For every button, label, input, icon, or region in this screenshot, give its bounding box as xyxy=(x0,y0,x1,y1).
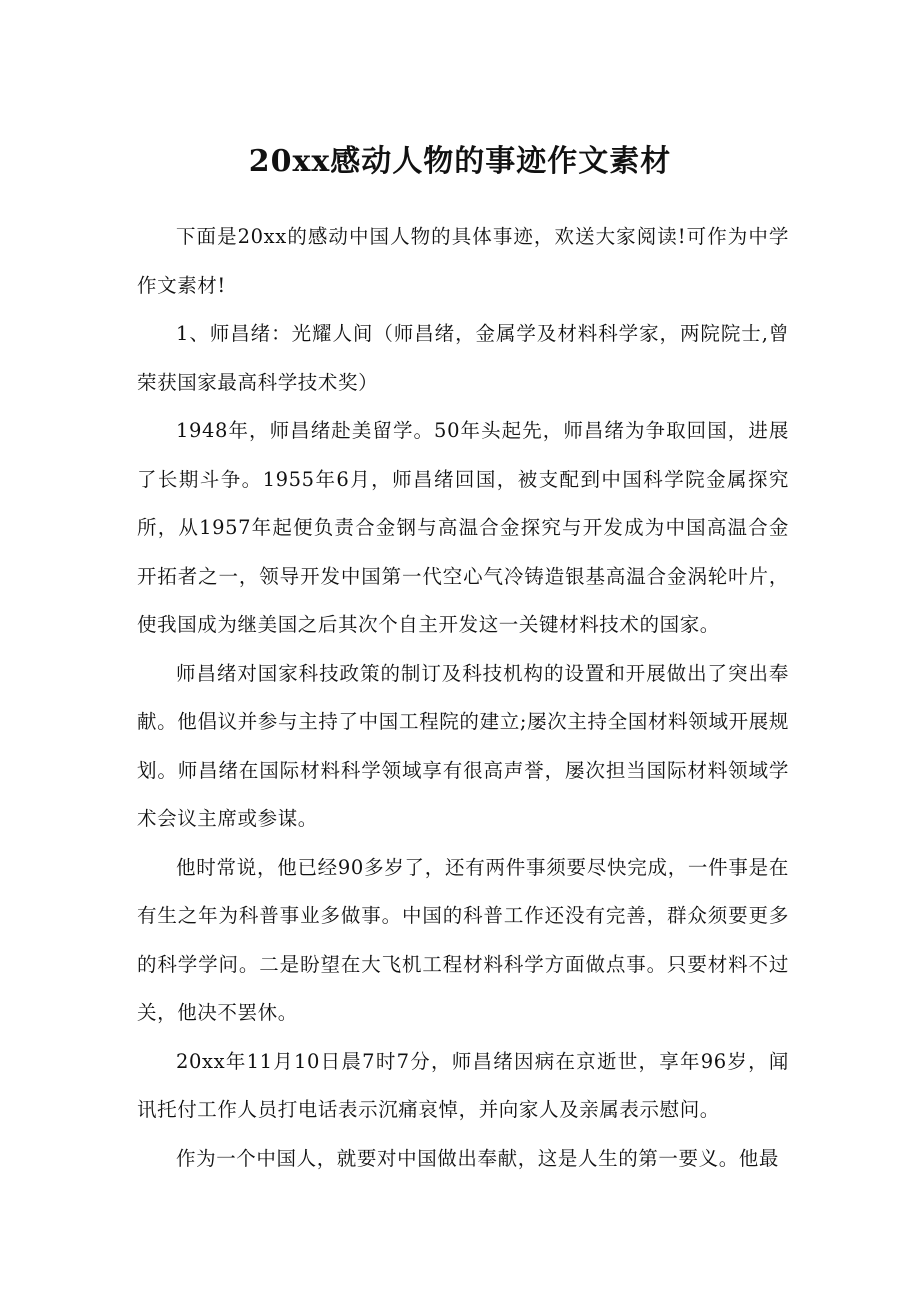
document-title: 20xx感动人物的事迹作文素材 xyxy=(248,144,672,179)
paragraph-biography: 1948年，师昌绪赴美留学。50年头起先，师昌绪为争取回国，进展了长期斗争。1955年6月，师昌绪回国，被支配到中国科学院金属探究所，从1957年起便负责合金钢与高温合金探究与开发成为中国高温合金开拓者之一，领导开发中国第一代空心气冷铸造银基高温合金涡轮叶片，使我国成为继美国之后其次个自主开发这一关键材料技术的国家。 xyxy=(137,419,789,636)
document-body xyxy=(137,213,789,1183)
paragraph-intro: 下面是20xx的感动中国人物的具体事迹，欢送大家阅读!可作为中学作文素材! xyxy=(137,225,789,297)
paragraph-passing: 20xx年11月10日晨7时7分，师昌绪因病在京逝世，享年96岁，闻讯托付工作人员打电话表示沉痛哀悼，并向家人及亲属表示慰问。 xyxy=(137,1049,789,1121)
paragraph-wishes: 他时常说，他已经90多岁了，还有两件事须要尽快完成，一件事是在有生之年为科普事业多做事。中国的科普工作还没有完善，群众须要更多的科学学问。二是盼望在大飞机工程材料科学方面做点事。只要材料不过关，他决不罢休。 xyxy=(137,855,789,1024)
paragraph-contributions: 师昌绪对国家科技政策的制订及科技机构的设置和开展做出了突出奉献。他倡议并参与主持了中国工程院的建立;屡次主持全国材料领域开展规划。师昌绪在国际材料科学领域享有很高声誉，屡次担当国际材料领域学术会议主席或参谋。 xyxy=(137,661,789,830)
paragraph-heading-shi-changxu: 1、师昌绪：光耀人间（师昌绪，金属学及材料科学家，两院院士,曾荣获国家最高科学技术奖） xyxy=(137,322,789,394)
paragraph-motto: 作为一个中国人，就要对中国做出奉献，这是人生的第一要义。他最 xyxy=(176,1146,780,1170)
